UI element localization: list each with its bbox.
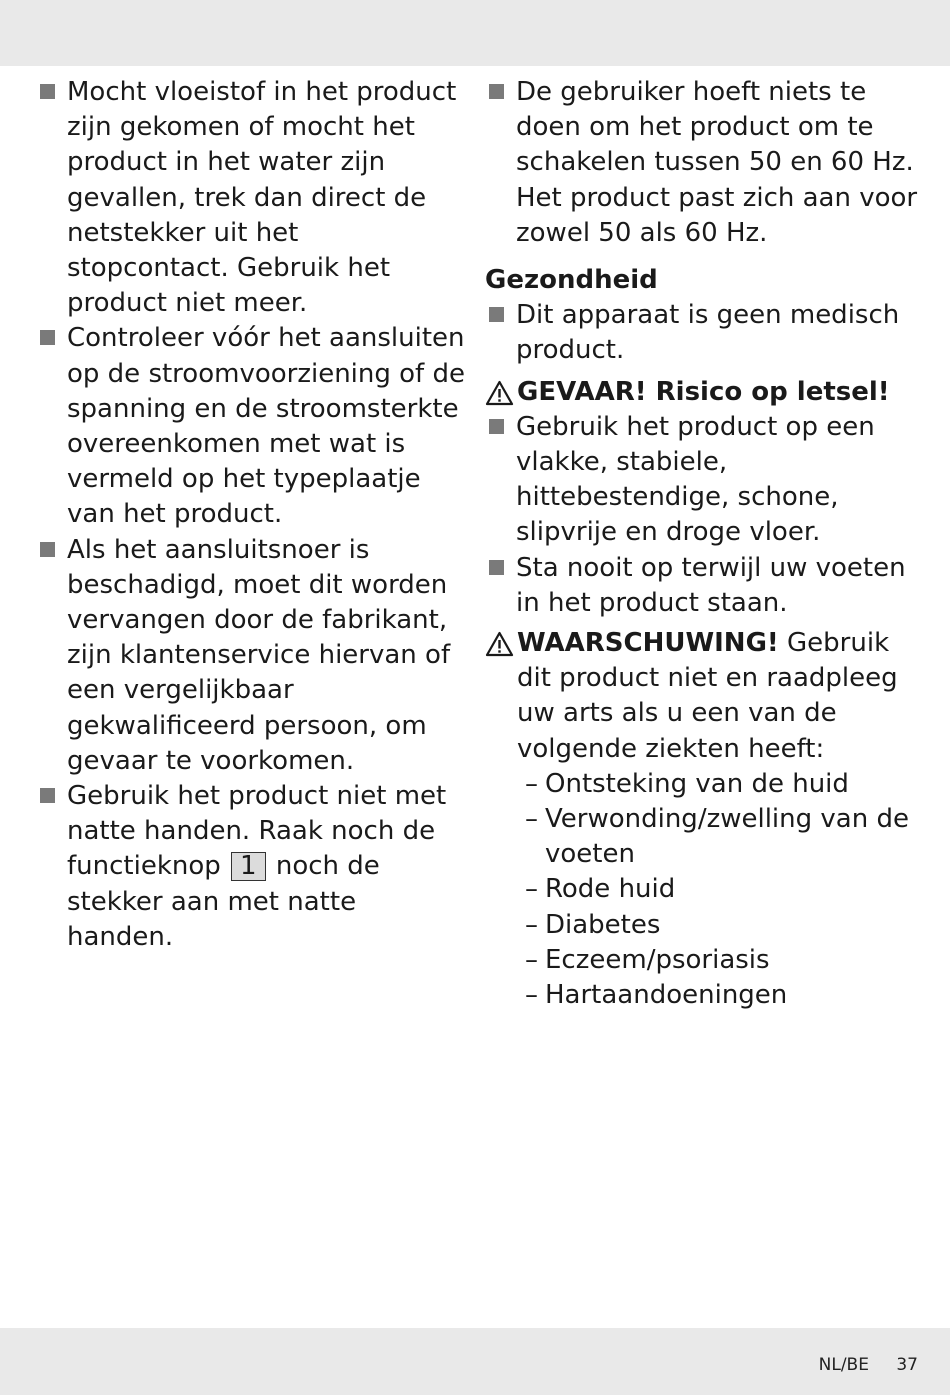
square-bullet-icon (40, 84, 55, 99)
list-item: – Rode huid (525, 874, 676, 905)
page-footer (819, 1355, 918, 1375)
list-item: – Ontsteking van de huid (525, 768, 849, 799)
square-bullet-icon (40, 330, 55, 345)
warning-block (485, 626, 925, 767)
safety-item-wet-hands (36, 779, 466, 955)
language-code: NL/BE (818, 1355, 869, 1375)
safety-item-liquid (36, 75, 466, 321)
conditions-list (485, 767, 925, 1013)
square-bullet-icon (489, 84, 504, 99)
safety-item-cord (36, 533, 466, 779)
list-item: – Hartaandoeningen (525, 980, 788, 1011)
danger-heading (485, 375, 925, 410)
item-text: Dit apparaat is geen medisch product. (516, 300, 900, 366)
left-column (36, 75, 466, 955)
page-number: 37 (896, 1355, 918, 1375)
item-text: Controleer vóór het aansluiten op de stroomvoorziening of de spanning en de stroomsterkte overeenkomen met wat is vermeld op het typeplaatje van het product. (67, 323, 465, 530)
item-text: Gebruik het product op een vlakke, stabiele, hittebestendige, schone, slipvrije en droge vloer. (516, 411, 875, 548)
warning-triangle-icon (485, 380, 514, 406)
item-text: Mocht vloeistof in het product zijn gekomen of mocht het product in het water zijn gevallen, trek dan direct de netstekker uit het stopcontact. Gebruik het product niet meer. (67, 77, 457, 319)
list-item: – Diabetes (525, 909, 661, 940)
safety-item-voltage (36, 321, 466, 532)
safety-item-frequency (485, 75, 925, 251)
item-text: De gebruiker hoeft niets te doen om het product om te schakelen tussen 50 en 60 Hz. Het product past zich aan voor zowel 50 als 60 Hz. (516, 77, 918, 248)
warning-title: WAARSCHUWING! (517, 628, 779, 659)
danger-item-standing (485, 551, 925, 621)
danger-item-floor (485, 410, 925, 551)
square-bullet-icon (489, 560, 504, 575)
list-item: – Eczeem/psoriasis (525, 944, 770, 975)
footer-band (0, 1328, 950, 1395)
health-heading: Gezondheid (485, 265, 658, 296)
danger-title: GEVAAR! Risico op letsel! (517, 376, 890, 407)
item-text: Gebruik het product niet met natte handen. Raak noch de functieknop (67, 781, 447, 882)
square-bullet-icon (40, 788, 55, 803)
warning-text: Gebruik dit product niet en raadpleeg uw arts als u een van de volgende ziekten heeft: (517, 628, 898, 764)
item-text: noch de stekker aan met natte handen. (67, 851, 380, 952)
warning-triangle-icon (485, 631, 514, 657)
square-bullet-icon (40, 542, 55, 557)
item-text: Als het aansluitsnoer is beschadigd, moet dit worden vervangen door de fabrikant, zijn klantenservice hiervan of een vergelijkbaar gekwalificeerd persoon, om gevaar te voorkomen. (67, 534, 451, 776)
function-knob-reference: 1 (231, 852, 266, 881)
header-band (0, 0, 950, 66)
right-column (485, 75, 925, 1013)
item-text: Sta nooit op terwijl uw voeten in het product staan. (516, 552, 906, 618)
square-bullet-icon (489, 307, 504, 322)
square-bullet-icon (489, 419, 504, 434)
health-item (485, 298, 925, 368)
list-item: – Verwonding/zwelling van de voeten (525, 804, 909, 870)
